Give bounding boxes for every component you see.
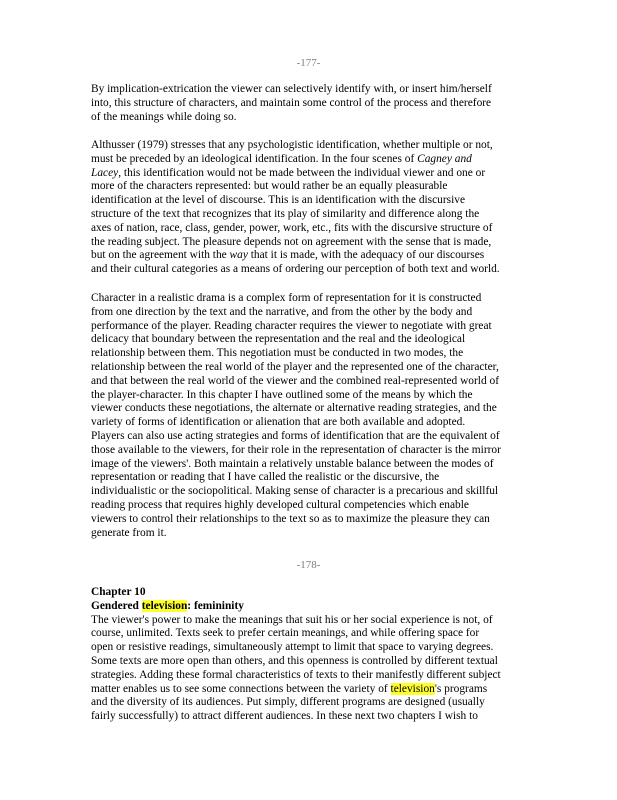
text-line: fairly successfully) to attract different audiences. In these next two chapters I wish to: [91, 710, 478, 723]
chapter-section: [91, 586, 531, 724]
text-line: and the diversity of its audiences. Put simply, different programs are designed (usually: [91, 696, 485, 709]
text-line: relationship between the real world of the player and the represented one of the character,: [91, 360, 499, 373]
text-line: [91, 683, 531, 697]
text-line: Character in a realistic drama is a complex form of representation for it is constructed: [91, 292, 482, 304]
text-line: reading process that requires highly developed cultural competencies which enable: [91, 498, 469, 511]
text-line: those available to the viewers, for their role in the representation of character is the mirror: [91, 443, 501, 456]
page-number-top: -177-: [296, 57, 321, 69]
text-line: viewers to control their relationships to the text so as to maximize the pleasure they can: [91, 512, 490, 525]
chapter-title: [91, 600, 531, 614]
text-line: generate from it.: [91, 526, 167, 539]
chapter-label: Chapter 10: [91, 586, 146, 598]
text-line: [91, 167, 531, 181]
text-segment: , this identification would not be made between the individual viewer and one or: [118, 166, 486, 179]
text-line: [91, 153, 531, 167]
text-segment: must be preceded by an ideological identification. In the four scenes of: [91, 152, 418, 165]
text-line: performance of the player. Reading character requires the viewer to negotiate with great: [91, 319, 492, 332]
paragraph-2: [91, 139, 531, 277]
italic-title: Lacey: [91, 166, 119, 179]
paragraph-1: [91, 83, 531, 124]
text-line: strategies. Adding these formal characteristics of texts to their manifestly different subject: [91, 668, 501, 681]
text-segment: but on the agreement with the: [91, 249, 230, 262]
text-line: and their cultural categories as a means of ordering our perception of both text and world.: [91, 263, 500, 276]
text-line: open or resistive readings, simultaneously attempt to limit that space to varying degrees.: [91, 641, 494, 654]
text-line: of the meanings while doing so.: [91, 110, 237, 123]
text-line: Players can also use acting strategies and forms of identification that are the equivalent of: [91, 429, 500, 442]
text-line: variety of forms of identification or alienation that are both available and adopted.: [91, 416, 466, 429]
text-line: into, this structure of characters, and maintain some control of the process and therefore: [91, 96, 492, 109]
paragraph-3: [91, 292, 531, 540]
italic-word: way: [229, 249, 248, 262]
text-line: identification at the level of discourse. This is an identification with the discursive: [91, 194, 466, 207]
text-segment: that it is made, with the adequacy of our discourses: [247, 249, 485, 262]
text-line: structure of the text that recognizes that its play of similarity and difference along the: [91, 207, 480, 220]
text-line: viewer conducts these negotiations, the alternate or alternative reading strategies, and the: [91, 402, 497, 415]
text-line: the player-character. In this chapter I have outlined some of the means by which the: [91, 388, 473, 401]
text-line: relationship between them. This negotiation must be conducted in two modes, the: [91, 347, 464, 360]
text-line: The viewer's power to make the meanings that suit his or her social experience is not, of: [91, 613, 493, 626]
text-line: Some texts are more open than others, and this openness is controlled by different textual: [91, 654, 498, 667]
search-highlight: television: [141, 599, 188, 612]
text-line: By implication-extrication the viewer can selectively identify with, or insert him/herself: [91, 83, 492, 95]
text-line: individualistic or the sociopolitical. Making sense of character is a precarious and skillful: [91, 485, 499, 498]
text-line: [91, 249, 531, 263]
title-segment: Gendered: [91, 599, 142, 612]
text-segment: matter enables us to see some connections between the variety of: [91, 682, 391, 695]
search-highlight: television: [390, 682, 435, 695]
text-line: course, unlimited. Texts seek to prefer certain meanings, and while offering space for: [91, 627, 480, 640]
text-line: representation or reading that I have called the realistic or the discursive, the: [91, 471, 440, 484]
text-line: the reading subject. The pleasure depends not on agreement with the sense that is made,: [91, 235, 492, 248]
text-segment: 's programs: [434, 682, 488, 695]
text-line: delicacy that boundary between the representation and the real and the ideological: [91, 333, 466, 346]
text-line: image of the viewers'. Both maintain a relatively unstable balance between the modes of: [91, 457, 494, 470]
page-number-middle: -178-: [296, 559, 321, 571]
text-line: from one direction by the text and the narrative, and from the other by the body and: [91, 305, 473, 318]
italic-title: Cagney and: [417, 152, 472, 165]
text-line: Althusser (1979) stresses that any psychologistic identification, whether multiple or not,: [91, 139, 493, 151]
text-line: and that between the real world of the viewer and the combined real-represented world of: [91, 374, 499, 387]
text-line: axes of nation, race, class, gender, power, work, etc., fits with the discursive structure of: [91, 221, 493, 234]
text-line: more of the characters represented: but would rather be an equally pleasurable: [91, 180, 448, 193]
title-segment: : femininity: [187, 599, 244, 612]
